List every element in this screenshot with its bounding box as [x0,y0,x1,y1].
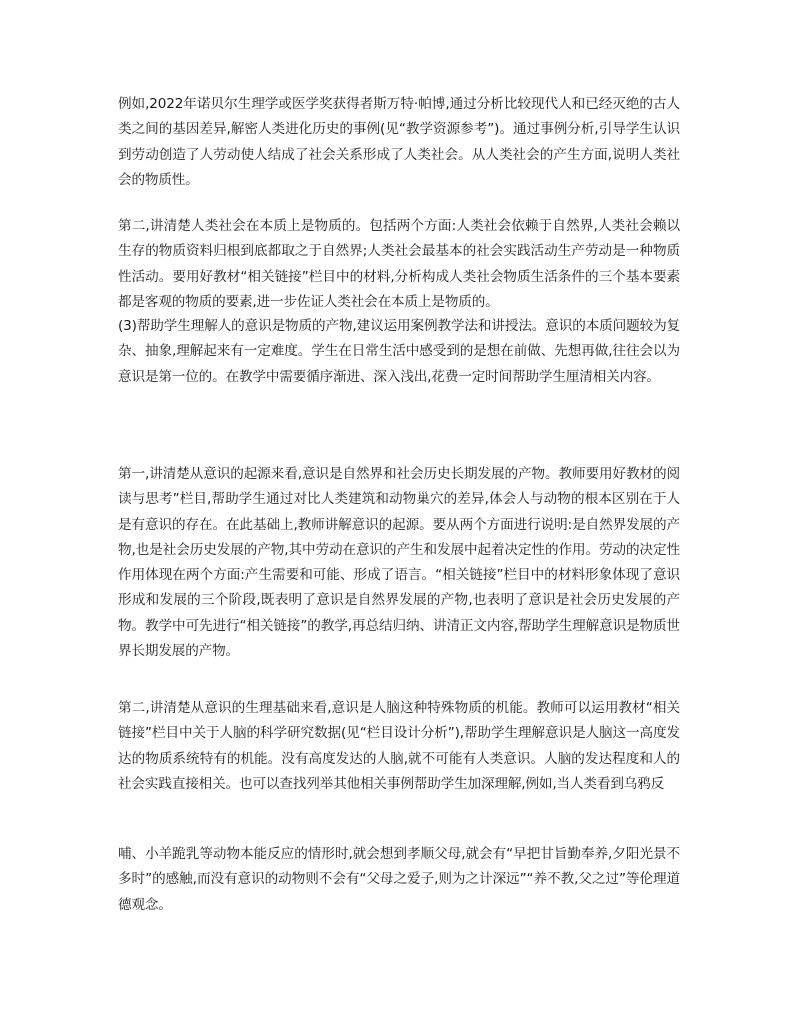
paragraph-pabo-example: 例如,2022年诺贝尔生理学或医学奖获得者斯万特·帕博,通过分析比较现代人和已经灭绝的古人类之间的基因差异,解密人类进化历史的事例(见“教学资源参考”)。通过事例分析,引导学生认识到劳动创造了人劳动使人结成了社会关系形成了人类社会。从人类社会的产生方面,说明人类社会的物质性。 [118,96,680,188]
paragraph-society-material: 第二,讲清楚人类社会在本质上是物质的。包括两个方面:人类社会依赖于自然界,人类社会赖以生存的物质资料归根到底都取之于自然界;人类社会最基本的社会实践活动生产劳动是一种物质性活动。要用好教材“相关链接”栏目中的材料,分析构成人类社会物质生活条件的三个基本要素都是客观的物质的要素,进一步佐证人类社会在本质上是物质的。 [118,218,680,310]
paragraph-filial-example: 哺、小羊跪乳等动物本能反应的情形时,就会想到孝顺父母,就会有“早把甘旨勤奉养,夕阳光景不多时”的感触,而没有意识的动物则不会有“父母之爱子,则为之计深远”“养不教,父之过”等伦理道德观念。 [118,846,680,913]
paragraph-consciousness-origin: 第一,讲清楚从意识的起源来看,意识是自然界和社会历史长期发展的产物。教师要用好教材的阅读与思考”栏目,帮助学生通过对比人类建筑和动物巢穴的差异,体会人与动物的根本区别在于人是有意识的存在。在此基础上,教师讲解意识的起源。要从两个方面进行说明:是自然界发展的产物,也是社会历史发展的产物,其中劳动在意识的产生和发展中起着决定性的作用。劳动的决定性作用体现在两个方面:产生需要和可能、形成了语言。“相关链接”栏目中的材料形象体现了意识形成和发展的三个阶段,既表明了意识是自然界发展的产物,也表明了意识是社会历史发展的产物。教学中可先进行“相关链接”的教学,再总结归纳、讲清正文内容,帮助学生理解意识是物质世界长期发展的产物。 [118,466,680,660]
paragraph-consciousness-physiology: 第二,讲清楚从意识的生理基础来看,意识是人脑这种特殊物质的机能。教师可以运用教材“相关链接”栏目中关于人脑的科学研究数据(见“栏目设计分析”),帮助学生理解意识是人脑这一高度发达的物质系统特有的机能。没有高度发达的人脑,就不可能有人类意识。人脑的发达程度和人的社会实践直接相关。也可以查找列举其他相关事例帮助学生加深理解,例如,当人类看到乌鸦反 [118,700,680,792]
paragraph-consciousness-product: (3)帮助学生理解人的意识是物质的产物,建议运用案例教学法和讲授法。意识的本质问题较为复杂、抽象,理解起来有一定难度。学生在日常生活中感受到的是想在前做、先想再做,往往会以为意识是第一位的。在教学中需要循序渐进、深入浅出,花费一定时间帮助学生厘清相关内容。 [118,318,680,385]
